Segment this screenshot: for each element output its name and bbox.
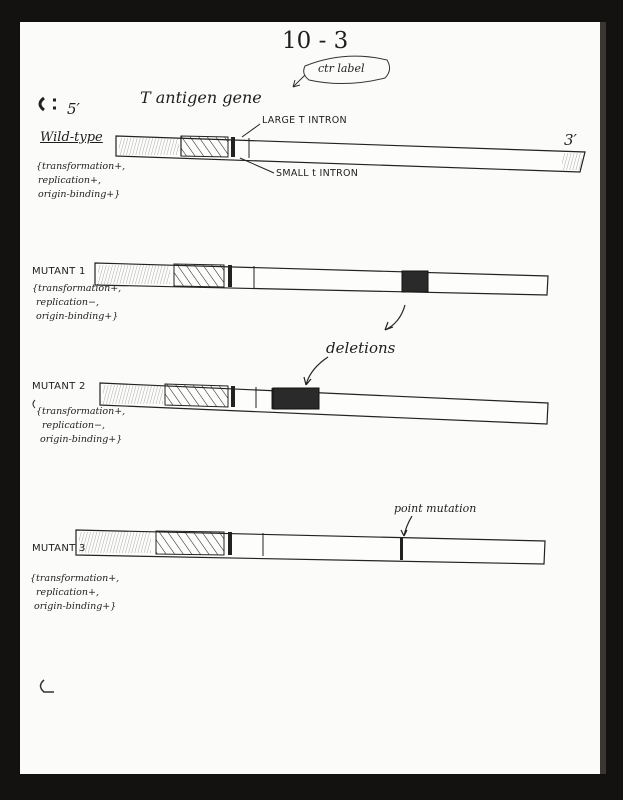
mutant2-bracket bbox=[33, 400, 35, 408]
mutant1-function-line: origin-binding+} bbox=[36, 311, 119, 322]
mutant2-function-line: origin-binding+} bbox=[40, 434, 123, 445]
mutant2-function-line: replication−, bbox=[42, 420, 105, 431]
deletion-arrow-2 bbox=[304, 357, 328, 385]
deletions-label: deletions bbox=[326, 339, 396, 357]
wildtype-function-line: origin-binding+} bbox=[38, 189, 121, 200]
gene-title: T antigen gene bbox=[140, 88, 262, 107]
mutant1-function-line: {transformation+, bbox=[32, 283, 122, 294]
construct-label-wildtype: Wild-type bbox=[40, 130, 103, 145]
wildtype-gene-bar bbox=[116, 136, 585, 172]
mutant2-gene-bar bbox=[100, 383, 548, 424]
mutant1-gene-bar bbox=[95, 263, 548, 295]
punch-mark-top bbox=[40, 98, 56, 110]
mutant3-function-line: {transformation+, bbox=[30, 573, 120, 584]
annotation-label: ctr label bbox=[318, 62, 365, 75]
page-number: 10 - 3 bbox=[282, 28, 349, 54]
mutant2-functions bbox=[36, 405, 125, 447]
large-intron-pointer bbox=[242, 124, 260, 137]
construct-label-mutant1: MUTANT 1 bbox=[32, 266, 86, 277]
mutant3-function-line: origin-binding+} bbox=[34, 601, 117, 612]
large-intron-label: LARGE T INTRON bbox=[262, 115, 347, 126]
mutant3-gene-bar bbox=[76, 530, 545, 564]
annotation-arrow bbox=[293, 75, 305, 87]
wildtype-function-line: replication+, bbox=[38, 175, 101, 186]
small-intron-label: SMALL t INTRON bbox=[276, 168, 359, 179]
wildtype-functions bbox=[36, 160, 125, 202]
three-prime-end: 3′ bbox=[564, 131, 577, 149]
construct-label-mutant3: MUTANT 3 bbox=[32, 543, 86, 554]
point-mutation-label: point mutation bbox=[394, 502, 477, 515]
mutant3-function-line: replication+, bbox=[36, 587, 99, 598]
mutant1-functions bbox=[32, 282, 121, 324]
point-mutation-arrow bbox=[401, 516, 412, 536]
punch-mark-bottom bbox=[41, 680, 55, 692]
mutant3-functions bbox=[30, 572, 119, 614]
mutant2-function-line: {transformation+, bbox=[36, 406, 126, 417]
wildtype-function-line: {transformation+, bbox=[36, 161, 126, 172]
mutant1-function-line: replication−, bbox=[36, 297, 99, 308]
deletion-arrow-1 bbox=[385, 305, 405, 330]
five-prime-end: 5′ bbox=[67, 100, 80, 118]
construct-label-mutant2: MUTANT 2 bbox=[32, 381, 86, 392]
